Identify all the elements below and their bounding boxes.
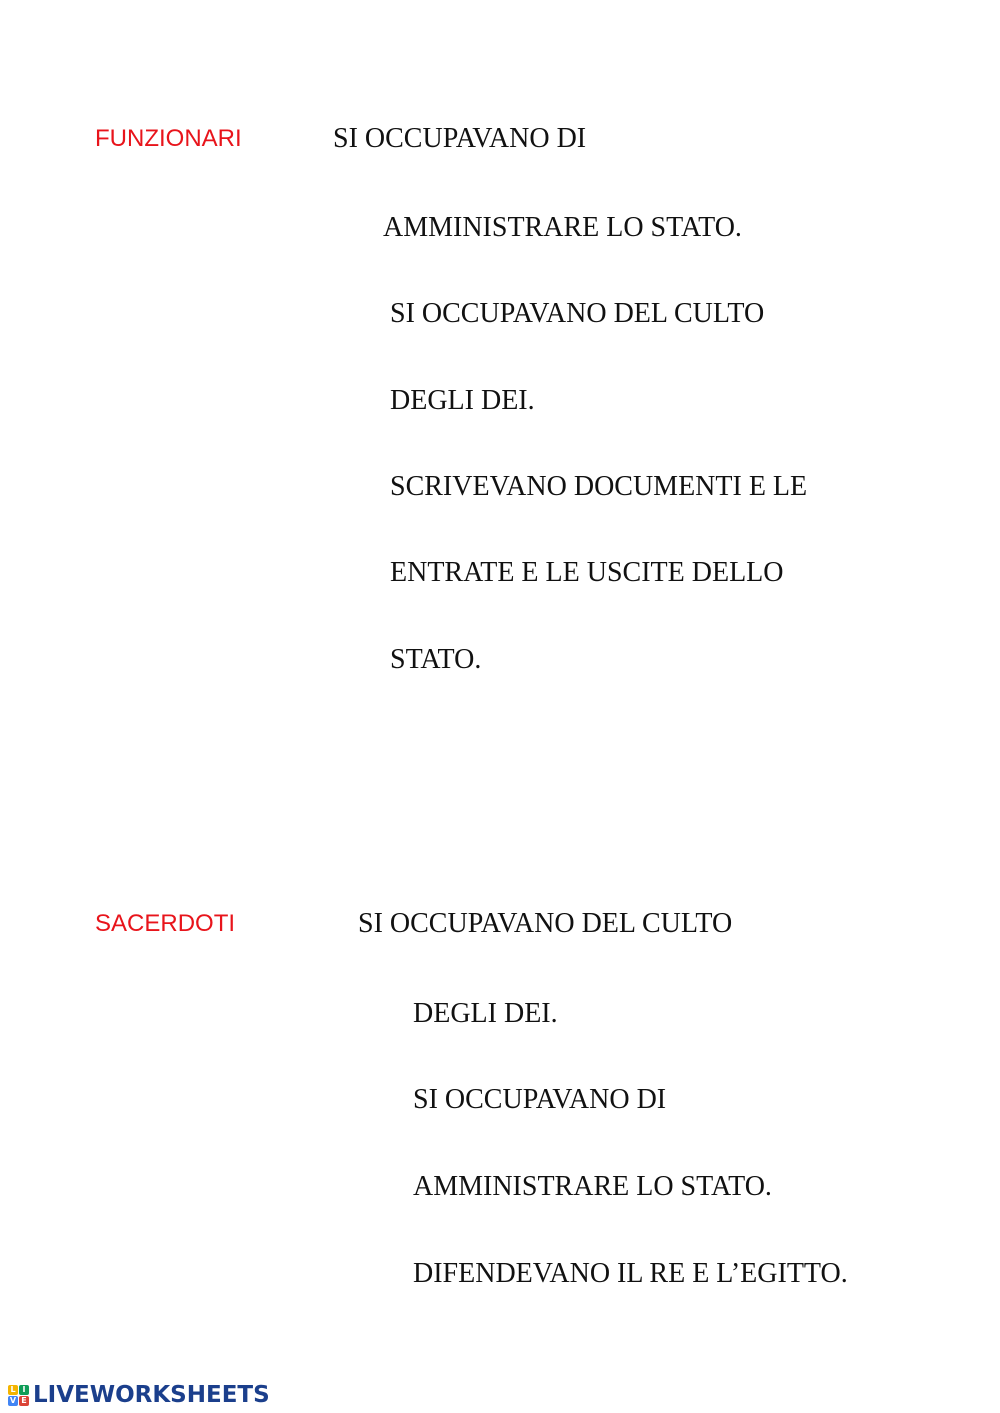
description-line: SI OCCUPAVANO DEL CULTO xyxy=(358,908,733,939)
category-label-sacerdoti: SACERDOTI xyxy=(95,910,236,937)
description-line: DEGLI DEI. xyxy=(390,385,535,416)
liveworksheets-footer[interactable] xyxy=(8,1381,270,1409)
logo-tile: V xyxy=(9,1395,17,1405)
description-line: SI OCCUPAVANO DEL CULTO xyxy=(390,298,765,329)
liveworksheets-logo-icon xyxy=(8,1385,29,1406)
description-line: SCRIVEVANO DOCUMENTI E LE xyxy=(390,471,808,502)
logo-tile: I xyxy=(19,1385,29,1395)
description-line: AMMINISTRARE LO STATO. xyxy=(383,212,742,243)
description-line: ENTRATE E LE USCITE DELLO xyxy=(390,557,784,588)
category-label-funzionari: FUNZIONARI xyxy=(95,125,242,152)
description-line: DIFENDEVANO IL RE E L’EGITTO. xyxy=(413,1258,848,1289)
description-line: DEGLI DEI. xyxy=(413,998,558,1029)
description-line: STATO. xyxy=(390,644,482,675)
description-line: AMMINISTRARE LO STATO. xyxy=(413,1171,772,1202)
brand-name: LIVEWORKSHEETS xyxy=(33,1381,270,1408)
logo-tile: E xyxy=(19,1396,29,1406)
description-line: SI OCCUPAVANO DI xyxy=(413,1084,667,1115)
logo-tile: L xyxy=(8,1385,18,1395)
description-line: SI OCCUPAVANO DI xyxy=(333,123,587,154)
